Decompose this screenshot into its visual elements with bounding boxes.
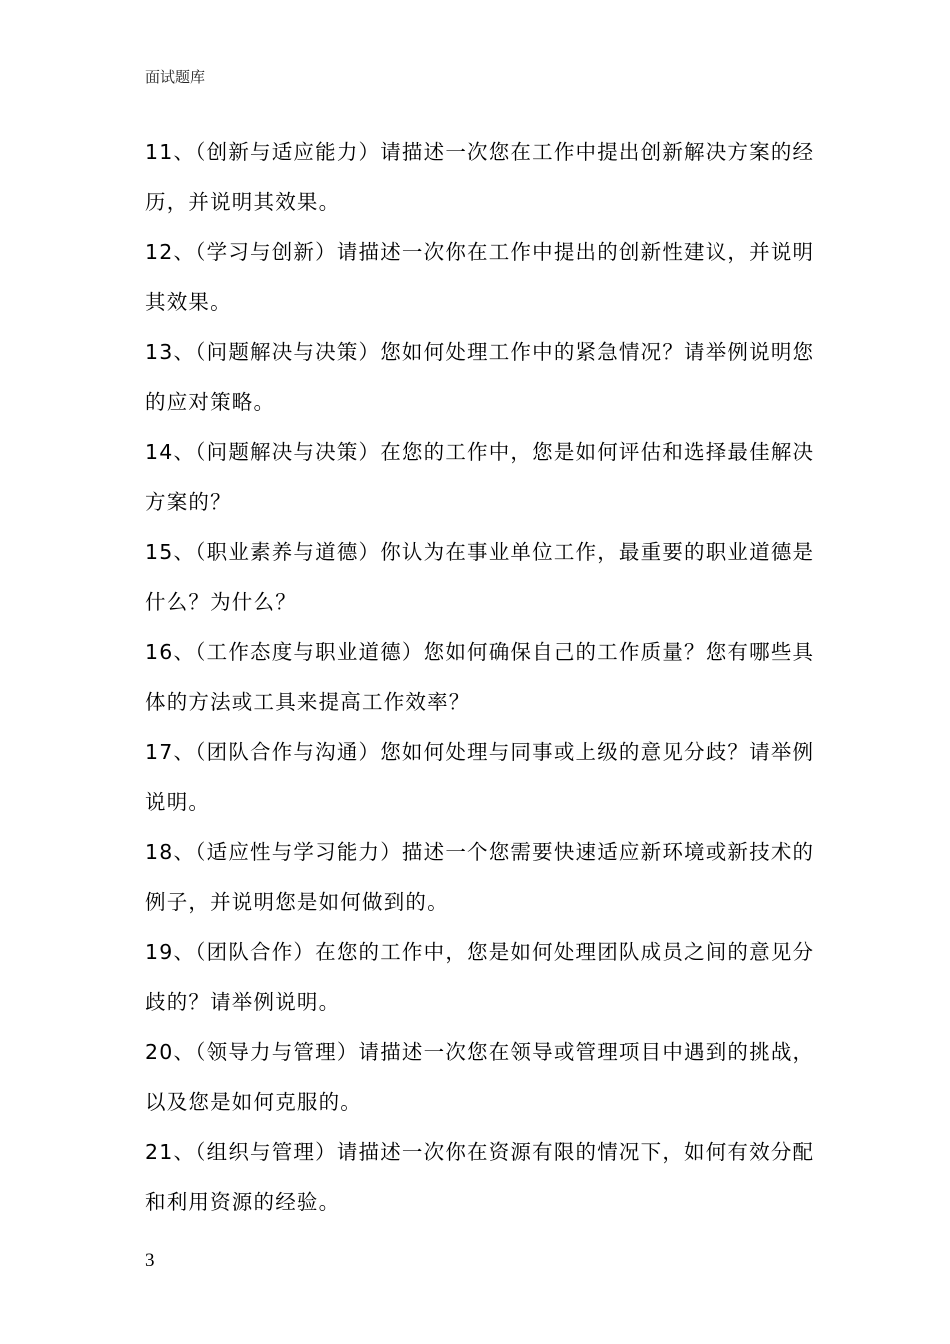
question-item: 20、（领导力与管理）请描述一次您在领导或管理项目中遇到的挑战，以及您是如何克服的。	[145, 1040, 815, 1114]
question-item: 13、（问题解决与决策）您如何处理工作中的紧急情况？请举例说明您的应对策略。	[145, 340, 815, 414]
page-number: 3	[145, 1250, 155, 1271]
question-item: 14、（问题解决与决策）在您的工作中，您是如何评估和选择最佳解决方案的？	[145, 440, 815, 514]
question-item: 12、（学习与创新）请描述一次你在工作中提出的创新性建议，并说明其效果。	[145, 240, 815, 314]
question-item: 15、（职业素养与道德）你认为在事业单位工作，最重要的职业道德是什么？为什么？	[145, 540, 815, 614]
question-item: 21、（组织与管理）请描述一次你在资源有限的情况下，如何有效分配和利用资源的经验。	[145, 1140, 815, 1214]
question-item: 16、（工作态度与职业道德）您如何确保自己的工作质量？您有哪些具体的方法或工具来提高工作效率？	[145, 640, 815, 714]
question-item: 19、（团队合作）在您的工作中，您是如何处理团队成员之间的意见分歧的？请举例说明。	[145, 940, 815, 1014]
page-header: 面试题库	[145, 68, 206, 86]
question-item: 11、（创新与适应能力）请描述一次您在工作中提出创新解决方案的经历，并说明其效果。	[145, 140, 815, 214]
question-item: 17、（团队合作与沟通）您如何处理与同事或上级的意见分歧？请举例说明。	[145, 740, 815, 814]
question-list	[145, 127, 817, 1227]
question-item: 18、（适应性与学习能力）描述一个您需要快速适应新环境或新技术的例子，并说明您是如何做到的。	[145, 840, 815, 914]
